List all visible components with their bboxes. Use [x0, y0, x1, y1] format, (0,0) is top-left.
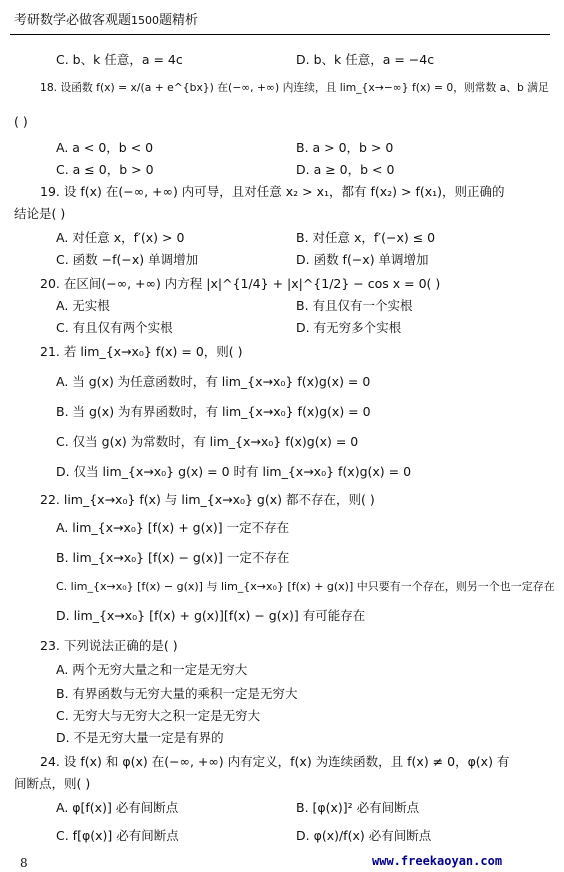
text-line: A. a < 0，b < 0 — [56, 140, 154, 155]
text-line: B. 对任意 x，f′(−x) ≤ 0 — [296, 230, 436, 245]
text-line: A. 当 g(x) 为任意函数时，有 lim_{x→x₀} f(x)g(x) = 0 — [56, 374, 371, 389]
text-line: D. 不是无穷大量一定是有界的 — [56, 730, 224, 745]
text-line: D. φ(x)/f(x) 必有间断点 — [296, 828, 432, 843]
text-line: D. b、k 任意，a = −4c — [296, 52, 435, 67]
text-line: A. 两个无穷大量之和一定是无穷大 — [56, 662, 248, 677]
text-line: A. lim_{x→x₀} [f(x) + g(x)] 一定不存在 — [56, 520, 290, 535]
text-line: 18. 设函数 f(x) = x/(a + e^{bx}) 在(−∞, +∞) 内连续，且 lim_{x→−∞} f(x) = 0，则常数 a、b 满足 — [40, 81, 549, 94]
text-line: A. 对任意 x，f′(x) > 0 — [56, 230, 185, 245]
text-line: 间断点，则( ) — [14, 776, 91, 791]
text-line: D. 仅当 lim_{x→x₀} g(x) = 0 时有 lim_{x→x₀} f(x)g(x) = 0 — [56, 464, 412, 479]
text-line: D. lim_{x→x₀} [f(x) + g(x)][f(x) − g(x)] 有可能存在 — [56, 608, 366, 623]
text-line: C. 有且仅有两个实根 — [56, 320, 173, 335]
text-line: C. b、k 任意，a = 4c — [56, 52, 183, 67]
text-line: C. 无穷大与无穷大之积一定是无穷大 — [56, 708, 261, 723]
text-line: 19. 设 f(x) 在(−∞, +∞) 内可导，且对任意 x₂ > x₁，都有 f(x₂) > f(x₁)，则正确的 — [40, 184, 505, 199]
text-line: D. a ≥ 0，b < 0 — [296, 162, 395, 177]
text-line: 23. 下列说法正确的是( ) — [40, 638, 178, 653]
text-line: D. 函数 f(−x) 单调增加 — [296, 252, 429, 267]
text-line: C. f[φ(x)] 必有间断点 — [56, 828, 179, 843]
text-line: B. [φ(x)]² 必有间断点 — [296, 800, 420, 815]
text-line: B. a > 0，b > 0 — [296, 140, 394, 155]
text-line: C. 函数 −f(−x) 单调增加 — [56, 252, 199, 267]
text-line: C. lim_{x→x₀} [f(x) − g(x)] 与 lim_{x→x₀} [f(x) + g(x)] 中只要有一个存在，则另一个也一定存在 — [56, 580, 555, 593]
text-line: ( ) — [14, 114, 28, 129]
text-line: B. 有界函数与无穷大量的乘积一定是无穷大 — [56, 686, 298, 701]
text-line: C. 仅当 g(x) 为常数时，有 lim_{x→x₀} f(x)g(x) = 0 — [56, 434, 359, 449]
text-line: A. φ[f(x)] 必有间断点 — [56, 800, 179, 815]
page-number: 8 — [20, 856, 28, 870]
text-line: D. 有无穷多个实根 — [296, 320, 402, 335]
text-line: C. a ≤ 0，b > 0 — [56, 162, 154, 177]
site-url[interactable]: www.freekaoyan.com — [372, 854, 503, 868]
text-line: B. 当 g(x) 为有界函数时，有 lim_{x→x₀} f(x)g(x) = 0 — [56, 404, 371, 419]
text-line: A. 无实根 — [56, 298, 110, 313]
text-line: B. 有且仅有一个实根 — [296, 298, 413, 313]
page-header — [14, 9, 198, 28]
text-line: B. lim_{x→x₀} [f(x) − g(x)] 一定不存在 — [56, 550, 290, 565]
header-title-number: 1500 — [131, 14, 160, 27]
text-line: 20. 在区间(−∞, +∞) 内方程 |x|^{1/4} + |x|^{1/2} − cos x = 0( ) — [40, 276, 441, 291]
text-line: 结论是( ) — [14, 206, 66, 221]
header-rule — [10, 34, 550, 35]
text-line: 21. 若 lim_{x→x₀} f(x) = 0，则( ) — [40, 344, 243, 359]
text-line: 22. lim_{x→x₀} f(x) 与 lim_{x→x₀} g(x) 都不存在，则( ) — [40, 492, 375, 507]
header-title-suffix: 题精析 — [159, 13, 199, 28]
text-line: 24. 设 f(x) 和 φ(x) 在(−∞, +∞) 内有定义，f(x) 为连续函数，且 f(x) ≠ 0，φ(x) 有 — [40, 754, 510, 769]
header-title: 考研数学必做客观题 — [14, 13, 132, 28]
